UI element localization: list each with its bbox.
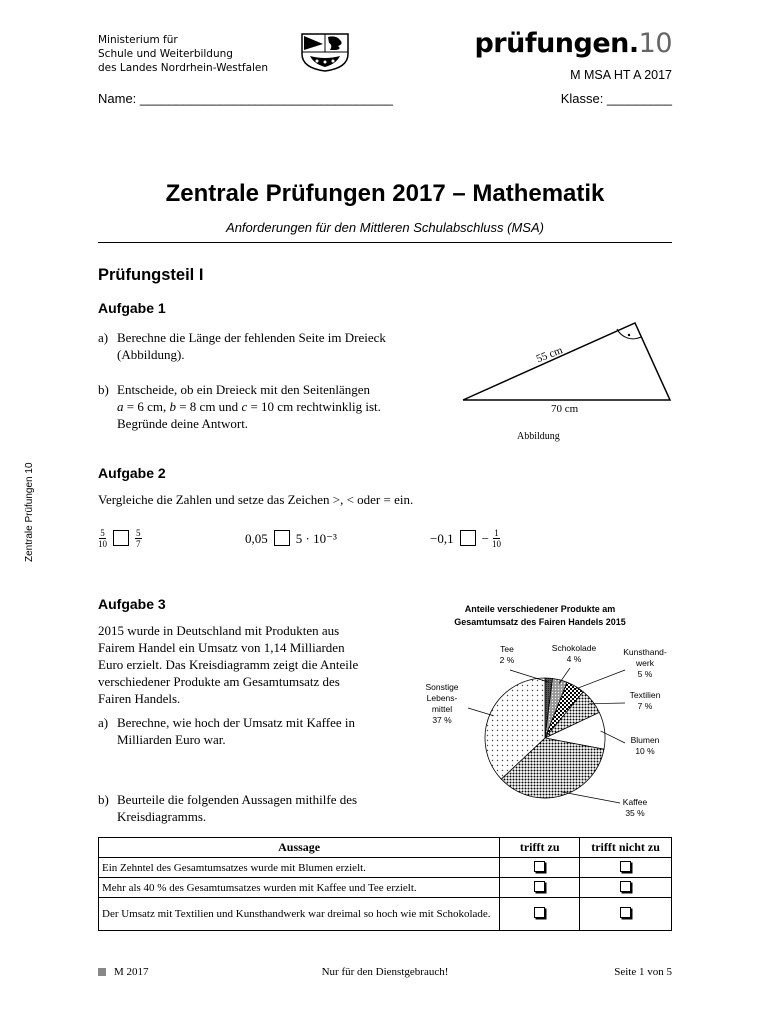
- checkbox-cell: [500, 878, 580, 898]
- ministry-line: Ministerium für: [98, 34, 178, 46]
- answer-box[interactable]: [460, 530, 476, 546]
- slice-label: Textilien: [629, 690, 661, 700]
- task1-heading: Aufgabe 1: [98, 300, 166, 316]
- table-row: [99, 878, 672, 898]
- fraction: [492, 528, 501, 549]
- ministry-name: [98, 33, 268, 75]
- item-label: b): [98, 382, 109, 397]
- intro-line: Euro erzielt. Das Kreisdiagramm zeigt die Anteile: [98, 657, 359, 672]
- item-text: (Abbildung).: [117, 347, 185, 362]
- slice-label: mittel: [431, 704, 453, 714]
- title-divider: [98, 242, 672, 243]
- task2-heading: Aufgabe 2: [98, 465, 166, 481]
- item-label: b): [98, 792, 109, 807]
- slice-label: 10 %: [635, 746, 655, 756]
- item-label: a): [98, 715, 109, 730]
- denominator: 10: [98, 538, 107, 549]
- table-header: Aussage: [99, 838, 500, 858]
- statement-cell: Der Umsatz mit Textilien und Kunsthandwerk war dreimal so hoch wie mit Schokolade.: [99, 898, 500, 931]
- leader-line: [589, 703, 625, 704]
- name-field: Name: ___________________________________: [98, 91, 393, 106]
- checkbox-trifft-zu[interactable]: [534, 907, 545, 918]
- checkbox-cell: [580, 898, 672, 931]
- eq-c: = 10 cm rechtwinklig ist.: [247, 399, 381, 414]
- klasse-field: Klasse: _________: [560, 91, 672, 106]
- page-title: Zentrale Prüfungen 2017 – Mathematik: [165, 180, 605, 207]
- left-value: 0,05: [245, 530, 268, 546]
- footer-center: Nur für den Dienstgebrauch!: [321, 966, 449, 978]
- item-text: Entscheide, ob ein Dreieck mit den Seitenlängen: [117, 382, 371, 397]
- item-text: Kreisdiagramms.: [117, 809, 207, 824]
- side-label: Zentrale Prüfungen 10: [24, 462, 35, 562]
- footer-right: Seite 1 von 5: [614, 966, 672, 978]
- brand-number: 10: [638, 28, 672, 59]
- intro-line: verschiedener Produkte am Gesamtumsatz des: [98, 674, 340, 689]
- task1-part-b: [98, 381, 458, 432]
- item-label: a): [98, 330, 109, 345]
- slice-label: 2 %: [499, 655, 515, 665]
- fraction: [98, 528, 107, 549]
- slice-label: werk: [636, 658, 654, 668]
- page-subtitle: Anforderungen für den Mittleren Schulabschluss (MSA): [226, 220, 544, 235]
- comparison-1: [98, 523, 142, 553]
- checkbox-trifft-zu[interactable]: [534, 861, 545, 872]
- intro-line: Fairem Handel ein Umsatz von 1,14 Milliarden: [98, 640, 345, 655]
- denominator: 10: [491, 538, 501, 549]
- ministry-line: des Landes Nordrhein-Westfalen: [98, 62, 269, 74]
- checkbox-cell: [500, 858, 580, 878]
- minus-sign: −: [481, 530, 489, 546]
- eq-a: = 6 cm,: [123, 399, 170, 414]
- left-value: −0,1: [430, 530, 454, 546]
- ministry-line: Schule und Weiterbildung: [98, 48, 233, 60]
- table-header: trifft nicht zu: [580, 838, 672, 858]
- triangle-figure: [455, 315, 680, 450]
- chart-title-line1: Anteile verschiedener Produkte am: [464, 604, 616, 614]
- task3-part-a: [98, 714, 418, 748]
- statement-cell: Ein Zehntel des Gesamtumsatzes wurde mit Blumen erzielt.: [99, 858, 500, 878]
- chart-title-line2: Gesamtumsatz des Fairen Handels 2015: [454, 617, 626, 627]
- slice-label: 5 %: [637, 669, 653, 679]
- pie-chart: [410, 598, 680, 828]
- slice-label: Kaffee: [622, 797, 648, 807]
- leader-line: [561, 792, 620, 803]
- checkbox-cell: [580, 858, 672, 878]
- hypotenuse-label: 55 cm: [534, 344, 565, 366]
- base-label: 70 cm: [551, 403, 579, 415]
- checkbox-trifft-nicht-zu[interactable]: [620, 861, 631, 872]
- slice-label: Blumen: [630, 735, 660, 745]
- task1-part-a: [98, 329, 438, 363]
- item-text: Begründe deine Antwort.: [117, 416, 249, 431]
- fraction: [135, 528, 142, 549]
- answer-box[interactable]: [274, 530, 290, 546]
- slice-label: Tee: [500, 644, 514, 654]
- item-text: Berechne, wie hoch der Umsatz mit Kaffee in: [117, 715, 355, 730]
- slice-label: Lebens-: [426, 693, 458, 703]
- checkbox-trifft-nicht-zu[interactable]: [620, 881, 631, 892]
- answer-box[interactable]: [113, 530, 129, 546]
- comparison-2: [245, 523, 337, 553]
- table-header-row: [99, 838, 672, 858]
- item-text: Milliarden Euro war.: [117, 732, 226, 747]
- intro-line: 2015 wurde in Deutschland mit Produkten aus: [98, 623, 340, 638]
- numerator: 5: [136, 527, 141, 538]
- slice-label: 7 %: [637, 701, 653, 711]
- checkbox-cell: [500, 898, 580, 931]
- task2-instruction: Vergleiche die Zahlen und setze das Zeichen >, < oder = ein.: [98, 492, 414, 507]
- triangle-shape: [463, 323, 670, 400]
- task3-intro: [98, 622, 418, 707]
- checkbox-trifft-nicht-zu[interactable]: [620, 907, 631, 918]
- section-heading: Prüfungsteil I: [98, 266, 204, 284]
- slice-label: 4 %: [566, 654, 582, 664]
- figure-caption: Abbildung: [517, 431, 560, 442]
- comparison-3: [430, 523, 501, 553]
- right-angle-dot: [628, 334, 630, 336]
- nrw-coat-of-arms-icon: [300, 32, 350, 72]
- right-value: 5 · 10⁻³: [295, 530, 337, 546]
- checkbox-trifft-zu[interactable]: [534, 881, 545, 892]
- item-text: Berechne die Länge der fehlenden Seite im Dreieck: [117, 330, 386, 345]
- numerator: 1: [494, 527, 499, 538]
- denominator: 7: [136, 538, 141, 549]
- statement-cell: Mehr als 40 % des Gesamtumsatzes wurden mit Kaffee und Tee erzielt.: [99, 878, 500, 898]
- slice-label: Schokolade: [551, 643, 597, 653]
- statements-table: [98, 837, 672, 931]
- slice-label: Sonstige: [425, 682, 459, 692]
- numerator: 5: [100, 527, 105, 538]
- task3-heading: Aufgabe 3: [98, 596, 166, 612]
- brand-main: prüfungen.: [474, 28, 639, 59]
- leader-line: [468, 708, 494, 716]
- task3-part-b: [98, 791, 418, 825]
- exam-code: M MSA HT A 2017: [570, 68, 672, 82]
- item-text: [117, 398, 381, 415]
- slice-label: Kunsthand-: [623, 647, 667, 657]
- table-header: trifft zu: [500, 838, 580, 858]
- item-text: Beurteile die folgenden Aussagen mithilfe des: [117, 792, 358, 807]
- brand-logo: [474, 28, 672, 59]
- eq-b: = 8 cm und: [175, 399, 242, 414]
- var-c: c: [241, 399, 248, 414]
- table-row: [99, 858, 672, 878]
- var-b: b: [169, 399, 176, 414]
- leader-line: [574, 670, 625, 690]
- var-a: a: [117, 399, 124, 414]
- footer-left-text: M 2017: [114, 966, 149, 978]
- table-row: [99, 898, 672, 931]
- slice-label: 35 %: [625, 808, 645, 818]
- slice-label: 37 %: [432, 715, 452, 725]
- checkbox-cell: [580, 878, 672, 898]
- intro-line: Fairen Handels.: [98, 691, 181, 706]
